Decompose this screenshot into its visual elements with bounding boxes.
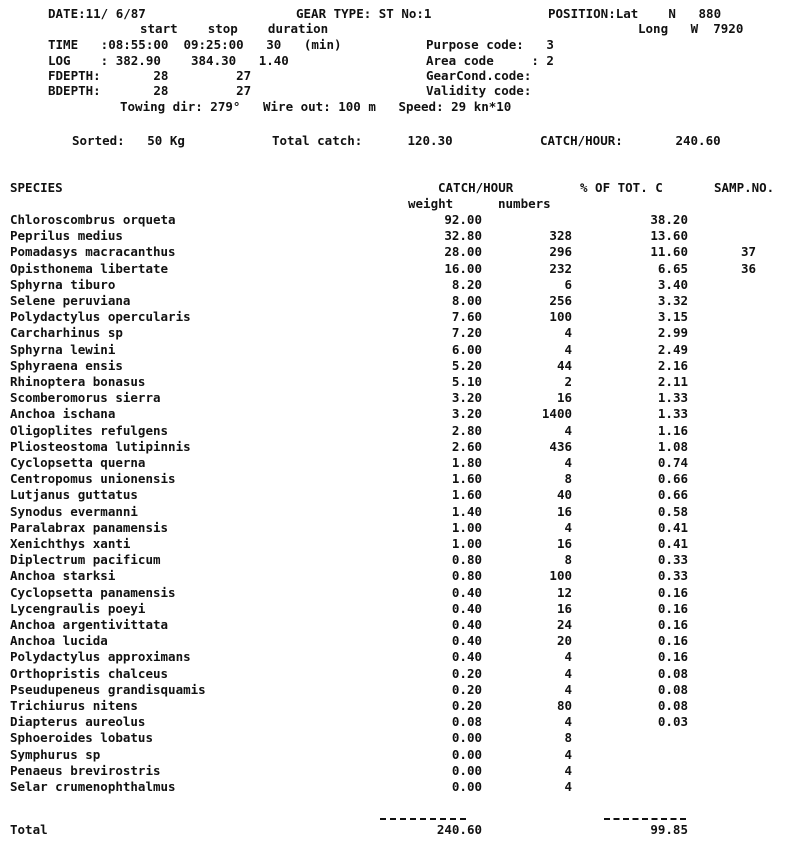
table-row xyxy=(0,309,800,325)
weight-value: 2.80 xyxy=(451,422,482,438)
table-row xyxy=(0,649,800,665)
species-name: Sphyrna lewini xyxy=(10,341,116,357)
species-name: Cyclopsetta panamensis xyxy=(10,584,176,600)
weight-value: 16.00 xyxy=(444,260,482,276)
table-row xyxy=(0,423,800,439)
table-row xyxy=(0,277,800,293)
weight-value: 28.00 xyxy=(444,244,482,260)
numbers-subheader: numbers xyxy=(498,196,551,211)
percent-value: 38.20 xyxy=(650,212,688,227)
table-row xyxy=(0,293,800,309)
table-row xyxy=(0,342,800,358)
percent-value: 2.99 xyxy=(657,325,688,341)
weight-value: 6.00 xyxy=(451,341,482,357)
species-name: Symphurus sp xyxy=(10,746,101,762)
species-name: Pomadasys macracanthus xyxy=(10,244,176,260)
towing-info: Towing dir: 279° Wire out: 100 m Speed: 29 kn*10 xyxy=(120,99,512,114)
percent-value: 0.08 xyxy=(657,665,688,681)
total-catch: Total catch: 120.30 xyxy=(272,133,453,148)
percent-value: 3.32 xyxy=(657,293,688,308)
species-name: Polydactylus opercularis xyxy=(10,309,191,325)
numbers-value: 8 xyxy=(564,552,572,568)
table-row xyxy=(0,747,800,763)
weight-value: 0.40 xyxy=(451,584,482,600)
weight-value: 1.60 xyxy=(451,471,482,487)
percent-value: 1.08 xyxy=(657,438,688,454)
numbers-value: 4 xyxy=(564,714,572,730)
species-name: Trichiurus nitens xyxy=(10,698,138,713)
numbers-value: 2 xyxy=(564,374,572,389)
gear-condition-code: GearCond.code: xyxy=(426,68,532,83)
bdepth-row: BDEPTH: 28 27 xyxy=(48,83,252,98)
numbers-value: 4 xyxy=(564,455,572,470)
weight-value: 0.80 xyxy=(451,552,482,568)
numbers-value: 16 xyxy=(556,503,572,519)
numbers-value: 44 xyxy=(556,357,572,373)
percent-value: 6.65 xyxy=(657,260,688,276)
percent-value: 0.16 xyxy=(657,649,688,665)
species-name: Diplectrum pacificum xyxy=(10,552,161,568)
weight-value: 0.20 xyxy=(451,681,482,697)
species-name: Carcharhinus sp xyxy=(10,325,123,341)
weight-value: 0.00 xyxy=(451,779,482,794)
percent-value: 1.33 xyxy=(657,390,688,406)
percent-value: 3.15 xyxy=(657,309,688,325)
table-row xyxy=(0,552,800,568)
numbers-value: 4 xyxy=(564,746,572,762)
numbers-value: 16 xyxy=(556,390,572,406)
table-row xyxy=(0,698,800,714)
fdepth-row: FDEPTH: 28 27 xyxy=(48,68,252,83)
weight-total-rule xyxy=(380,818,466,820)
weight-value: 0.20 xyxy=(451,665,482,681)
species-name: Polydactylus approximans xyxy=(10,649,191,665)
numbers-value: 4 xyxy=(564,762,572,778)
weight-value: 3.20 xyxy=(451,390,482,406)
table-row xyxy=(0,325,800,341)
numbers-value: 16 xyxy=(556,600,572,616)
weight-value: 1.60 xyxy=(451,487,482,503)
species-name: Rhinoptera bonasus xyxy=(10,374,146,389)
species-name: Anchoa argentivittata xyxy=(10,617,169,632)
table-row xyxy=(0,471,800,487)
numbers-value: 328 xyxy=(549,228,572,244)
numbers-value: 4 xyxy=(564,665,572,681)
percent-value: 0.41 xyxy=(657,536,688,551)
gear-type-label: GEAR TYPE: ST No:1 xyxy=(296,6,432,21)
weight-value: 0.40 xyxy=(451,633,482,649)
numbers-value: 80 xyxy=(556,698,572,713)
percent-value: 0.41 xyxy=(657,519,688,535)
percent-value: 0.58 xyxy=(657,503,688,519)
numbers-value: 4 xyxy=(564,649,572,665)
table-row xyxy=(0,779,800,795)
percent-value: 13.60 xyxy=(650,228,688,244)
weight-value: 0.40 xyxy=(451,617,482,632)
weight-value: 1.00 xyxy=(451,519,482,535)
total-label: Total xyxy=(10,822,48,837)
numbers-value: 4 xyxy=(564,341,572,357)
weight-value: 8.20 xyxy=(451,276,482,292)
numbers-value: 6 xyxy=(564,276,572,292)
table-row xyxy=(0,520,800,536)
time-row: TIME :08:55:00 09:25:00 30 (min) xyxy=(48,37,342,52)
species-name: Anchoa ischana xyxy=(10,406,116,422)
numbers-value: 8 xyxy=(564,471,572,487)
validity-code: Validity code: xyxy=(426,83,532,98)
percent-value: 2.16 xyxy=(657,357,688,373)
total-weight: 240.60 xyxy=(436,822,482,837)
percent-value: 0.74 xyxy=(657,455,688,470)
table-row xyxy=(0,212,800,228)
weight-value: 0.40 xyxy=(451,600,482,616)
species-name: Centropomus unionensis xyxy=(10,471,176,487)
weight-value: 5.10 xyxy=(451,374,482,389)
table-row xyxy=(0,374,800,390)
weight-value: 7.60 xyxy=(451,309,482,325)
numbers-value: 4 xyxy=(564,422,572,438)
table-row xyxy=(0,568,800,584)
table-row xyxy=(0,228,800,244)
table-row xyxy=(0,617,800,633)
numbers-value: 436 xyxy=(549,438,572,454)
catch-hour-column-header: CATCH/HOUR xyxy=(438,180,514,195)
percent-value: 0.16 xyxy=(657,584,688,600)
species-name: Sphyraena ensis xyxy=(10,357,123,373)
table-row xyxy=(0,714,800,730)
catch-per-hour: CATCH/HOUR: 240.60 xyxy=(540,133,721,148)
table-row xyxy=(0,487,800,503)
sample-number-column-header: SAMP.NO. xyxy=(714,180,775,195)
table-row xyxy=(0,666,800,682)
weight-value: 1.00 xyxy=(451,536,482,551)
weight-subheader: weight xyxy=(408,196,454,211)
percent-value: 0.33 xyxy=(657,568,688,584)
numbers-value: 100 xyxy=(549,568,572,584)
species-name: Diapterus aureolus xyxy=(10,714,146,730)
weight-value: 0.00 xyxy=(451,746,482,762)
species-name: Opisthonema libertate xyxy=(10,260,169,276)
percent-value: 0.33 xyxy=(657,552,688,568)
table-row xyxy=(0,406,800,422)
numbers-value: 1400 xyxy=(541,406,572,422)
species-name: Orthopristis chalceus xyxy=(10,665,169,681)
total-percent: 99.85 xyxy=(650,822,688,837)
weight-value: 2.60 xyxy=(451,438,482,454)
weight-value: 0.08 xyxy=(451,714,482,730)
numbers-value: 16 xyxy=(556,536,572,551)
weight-value: 1.40 xyxy=(451,503,482,519)
percent-value: 3.40 xyxy=(657,276,688,292)
table-row xyxy=(0,633,800,649)
weight-value: 0.00 xyxy=(451,762,482,778)
numbers-value: 40 xyxy=(556,487,572,503)
percent-value: 2.49 xyxy=(657,341,688,357)
species-name: Sphyrna tiburo xyxy=(10,276,116,292)
table-row xyxy=(0,455,800,471)
species-name: Penaeus brevirostris xyxy=(10,762,161,778)
percent-value: 0.08 xyxy=(657,698,688,713)
sorted-weight: Sorted: 50 Kg xyxy=(72,133,185,148)
species-column-header: SPECIES xyxy=(10,180,63,195)
weight-value: 8.00 xyxy=(451,293,482,308)
position-long-label: Long W 7920 xyxy=(638,21,744,36)
table-row xyxy=(0,585,800,601)
percent-column-header: % OF TOT. C xyxy=(580,180,663,195)
percent-value: 0.66 xyxy=(657,487,688,503)
numbers-value: 4 xyxy=(564,681,572,697)
log-row: LOG : 382.90 384.30 1.40 xyxy=(48,53,289,68)
table-row xyxy=(0,358,800,374)
numbers-value: 12 xyxy=(556,584,572,600)
table-row xyxy=(0,439,800,455)
percent-value: 0.16 xyxy=(657,600,688,616)
table-row xyxy=(0,682,800,698)
sample-number-value: 37 xyxy=(740,244,756,260)
table-row xyxy=(0,504,800,520)
percent-value: 0.66 xyxy=(657,471,688,487)
percent-value: 0.16 xyxy=(657,617,688,632)
percent-value: 2.11 xyxy=(657,374,688,389)
weight-value: 1.80 xyxy=(451,455,482,470)
percent-value: 1.33 xyxy=(657,406,688,422)
weight-value: 0.00 xyxy=(451,730,482,746)
numbers-value: 100 xyxy=(549,309,572,325)
species-name: Lutjanus guttatus xyxy=(10,487,138,503)
table-row xyxy=(0,601,800,617)
species-name: Sphoeroides lobatus xyxy=(10,730,153,746)
table-row xyxy=(0,244,800,260)
species-name: Oligoplites refulgens xyxy=(10,422,169,438)
species-name: Scomberomorus sierra xyxy=(10,390,161,406)
species-name: Pseudupeneus grandisquamis xyxy=(10,681,206,697)
date-label: DATE:11/ 6/87 xyxy=(48,6,146,21)
species-name: Selene peruviana xyxy=(10,293,131,308)
species-name: Anchoa lucida xyxy=(10,633,108,649)
species-name: Chloroscombrus orqueta xyxy=(10,212,176,227)
table-row xyxy=(0,261,800,277)
weight-value: 32.80 xyxy=(444,228,482,244)
numbers-value: 256 xyxy=(549,293,572,308)
table-row xyxy=(0,536,800,552)
species-name: Selar crumenophthalmus xyxy=(10,779,176,794)
numbers-value: 4 xyxy=(564,325,572,341)
weight-value: 7.20 xyxy=(451,325,482,341)
purpose-code: Purpose code: 3 xyxy=(426,37,554,52)
percent-total-rule xyxy=(604,818,686,820)
species-name: Pliosteostoma lutipinnis xyxy=(10,438,191,454)
numbers-value: 296 xyxy=(549,244,572,260)
species-name: Anchoa starksi xyxy=(10,568,116,584)
percent-value: 0.16 xyxy=(657,633,688,649)
sample-number-value: 36 xyxy=(740,260,756,276)
numbers-value: 4 xyxy=(564,779,572,794)
numbers-value: 232 xyxy=(549,260,572,276)
numbers-value: 8 xyxy=(564,730,572,746)
percent-value: 0.08 xyxy=(657,681,688,697)
species-name: Peprilus medius xyxy=(10,228,123,244)
table-row xyxy=(0,763,800,779)
species-name: Cyclopsetta querna xyxy=(10,455,146,470)
numbers-value: 4 xyxy=(564,519,572,535)
percent-value: 0.03 xyxy=(657,714,688,730)
numbers-value: 24 xyxy=(556,617,572,632)
species-name: Xenichthys xanti xyxy=(10,536,131,551)
time-columns-label: start stop duration xyxy=(140,21,329,36)
weight-value: 0.20 xyxy=(451,698,482,713)
table-row xyxy=(0,730,800,746)
percent-value: 11.60 xyxy=(650,244,688,260)
species-name: Paralabrax panamensis xyxy=(10,519,169,535)
weight-value: 0.40 xyxy=(451,649,482,665)
weight-value: 0.80 xyxy=(451,568,482,584)
area-code: Area code : 2 xyxy=(426,53,554,68)
percent-value: 1.16 xyxy=(657,422,688,438)
species-name: Lycengraulis poeyi xyxy=(10,600,146,616)
weight-value: 3.20 xyxy=(451,406,482,422)
species-name: Synodus evermanni xyxy=(10,503,138,519)
table-row xyxy=(0,390,800,406)
numbers-value: 20 xyxy=(556,633,572,649)
position-lat-label: POSITION:Lat N 880 xyxy=(548,6,722,21)
weight-value: 92.00 xyxy=(444,212,482,227)
weight-value: 5.20 xyxy=(451,357,482,373)
